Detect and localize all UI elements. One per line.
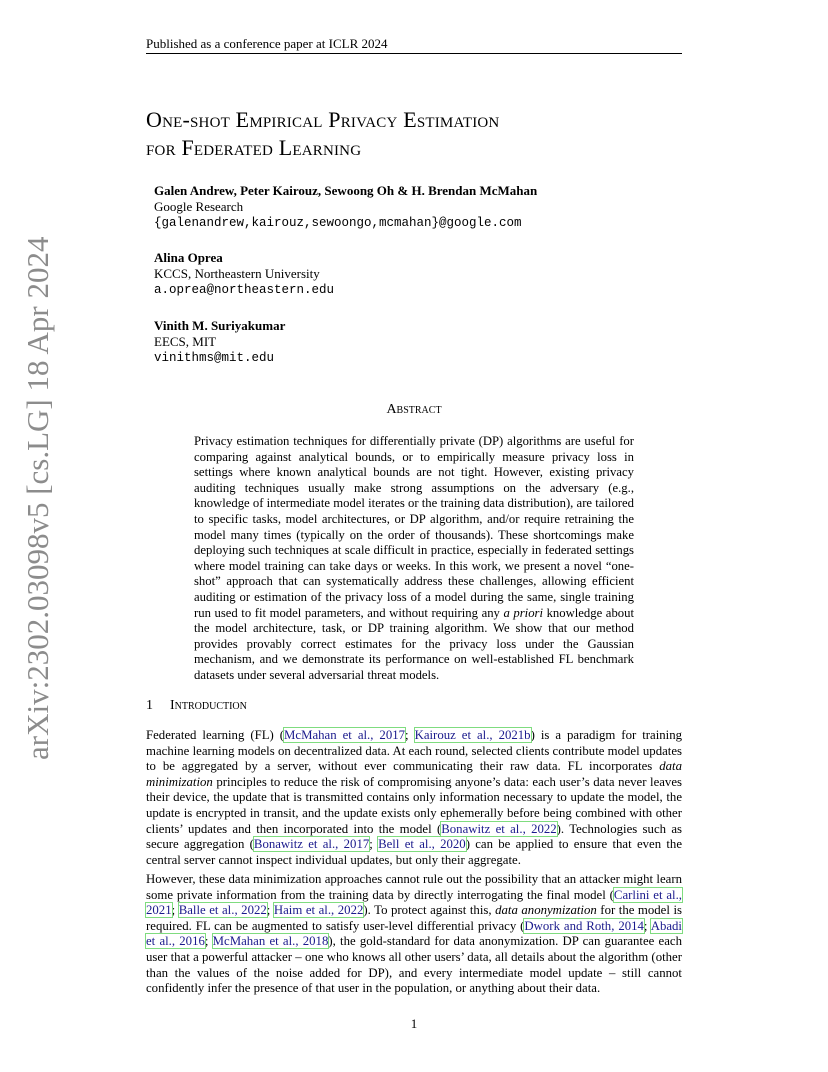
author-email: a.oprea@northeastern.edu [154,283,335,297]
title-line-2: for Federated Learning [146,135,362,160]
citation-link[interactable]: Dwork and Roth, 2014 [524,918,644,933]
citation-link[interactable]: Kairouz et al., 2021b [414,728,531,742]
running-header: Published as a conference paper at ICLR 2024 [146,36,388,51]
header-rule [146,53,682,54]
abstract-body [194,434,634,684]
author-affiliation: EECS, MIT [154,334,217,349]
citation-link[interactable]: Abadi et al., 2016 [146,918,682,949]
intro-paragraph-2 [146,872,682,997]
para-text: ). To protect against this, [363,903,496,918]
paper-title [146,106,499,162]
citation-link[interactable]: McMahan et al., 2018 [212,934,329,949]
citation-link[interactable]: Bonawitz et al., 2022 [441,821,557,836]
author-affiliation: Google Research [154,199,244,214]
para-text: ; [405,728,415,742]
citation-link[interactable]: Bonawitz et al., 2017 [253,837,370,852]
intro-paragraph-1 [146,728,682,868]
para-text: ) can be applied to ensure that even the central server cannot inspect individual updates, but only their aggregate. [146,837,683,867]
author-block-2 [154,250,334,298]
para-text: ). Technologies such as secure aggregation ( [146,821,682,852]
para-text: ), the gold-standard for data anonymization. DP can guarantee each user that a powerful attacker – one who knows all other users’ data, all details about the algorithm (other than the values of the noise added for DP), and every intermediate model update – still cannot confidently infer the presence of that user in the population, or anything about their data. [146,934,682,996]
para-text: ; [171,903,179,918]
author-block-3 [154,318,285,366]
para-emphasis: data anonymization [495,903,597,918]
citation-link[interactable]: Haim et al., 2022 [273,903,364,918]
abstract-text: knowledge about the model architecture, task, or DP training algorithm. We show that our method provides provably correct estimates for the privacy loss under the Gaussian mechanism, and we demonstrate its performance on well-established FL benchmark datasets under several adversarial threat models. [194,605,634,682]
para-text: principles to reduce the risk of compromising anyone’s data: each user’s data never leaves their device, the update that is transmitted contains only information necessary to update the model, the update is encrypted in transit, and the update exists only ephemerally before being combined with other clients’ updates and then incorporated into the model ( [146,774,682,836]
author-email: vinithms@mit.edu [154,351,275,365]
para-emphasis: data minimization [146,759,682,789]
citation-link[interactable]: Balle et al., 2022 [178,903,267,918]
author-block-1 [154,183,537,231]
para-text: ; [204,934,213,949]
citation-link[interactable]: McMahan et al., 2017 [284,728,406,742]
abstract-text: Privacy estimation techniques for differentially private (DP) algorithms are useful for comparing against analytical bounds, or to empirically measure privacy loss in settings where known analytical bounds are not tight. However, existing privacy auditing techniques usually make strong assumptions on the adversary (e.g., knowledge of intermediate model iterates or the training data distribution), are tailored to specific tasks, model architectures, or DP algorithm, and/or require retraining the model many times (typically on the order of thousands). These shortcomings make deploying such techniques at scale difficult in practice, especially in federated settings where model training can take days or weeks. In this work, we present a novel “one-shot” approach that can systematically address these challenges, allowing efficient auditing or estimation of the privacy loss of a model during the same, single training run used to fit model parameters, and without requiring any [194,434,634,620]
para-text: ; [369,837,379,852]
author-affiliation: KCCS, Northeastern University [154,266,320,281]
author-email: {galenandrew,kairouz,sewoongo,mcmahan}@google.com [154,216,522,230]
para-text: for the model is required. FL can be augmented to satisfy user-level differential privacy ( [146,903,682,933]
citation-link[interactable]: Bell et al., 2020 [378,837,466,852]
citation-link[interactable]: Carlini et al., 2021 [146,887,683,918]
section-heading [146,698,247,714]
author-names: Galen Andrew, Peter Kairouz, Sewoong Oh & H. Brendan McMahan [154,183,538,198]
para-text: Federated learning (FL) ( [146,728,285,742]
title-line-1: One-shot Empirical Privacy Estimation [146,107,500,132]
author-names: Alina Oprea [154,250,223,265]
abstract-heading: Abstract [386,402,442,417]
para-text: ; [266,903,274,918]
section-title: Introduction [170,698,247,713]
para-text: ) is a paradigm for training machine learning models on decentralized data. At each round, selected clients contribute model updates to be aggregated by a server, without ever communicating their raw data. FL incorporates [146,728,683,774]
page-number: 1 [410,1016,418,1031]
arxiv-stamp: arXiv:2302.03098v5 [cs.LG] 18 Apr 2024 [20,236,55,760]
para-text: ; [643,918,651,933]
abstract-emphasis: a priori [503,605,543,620]
para-text: However, these data minimization approaches cannot rule out the possibility that an attacker might learn some private information from the training data by directly interrogating the final model ( [146,872,682,902]
section-number: 1 [146,698,153,713]
author-names: Vinith M. Suriyakumar [154,318,286,333]
